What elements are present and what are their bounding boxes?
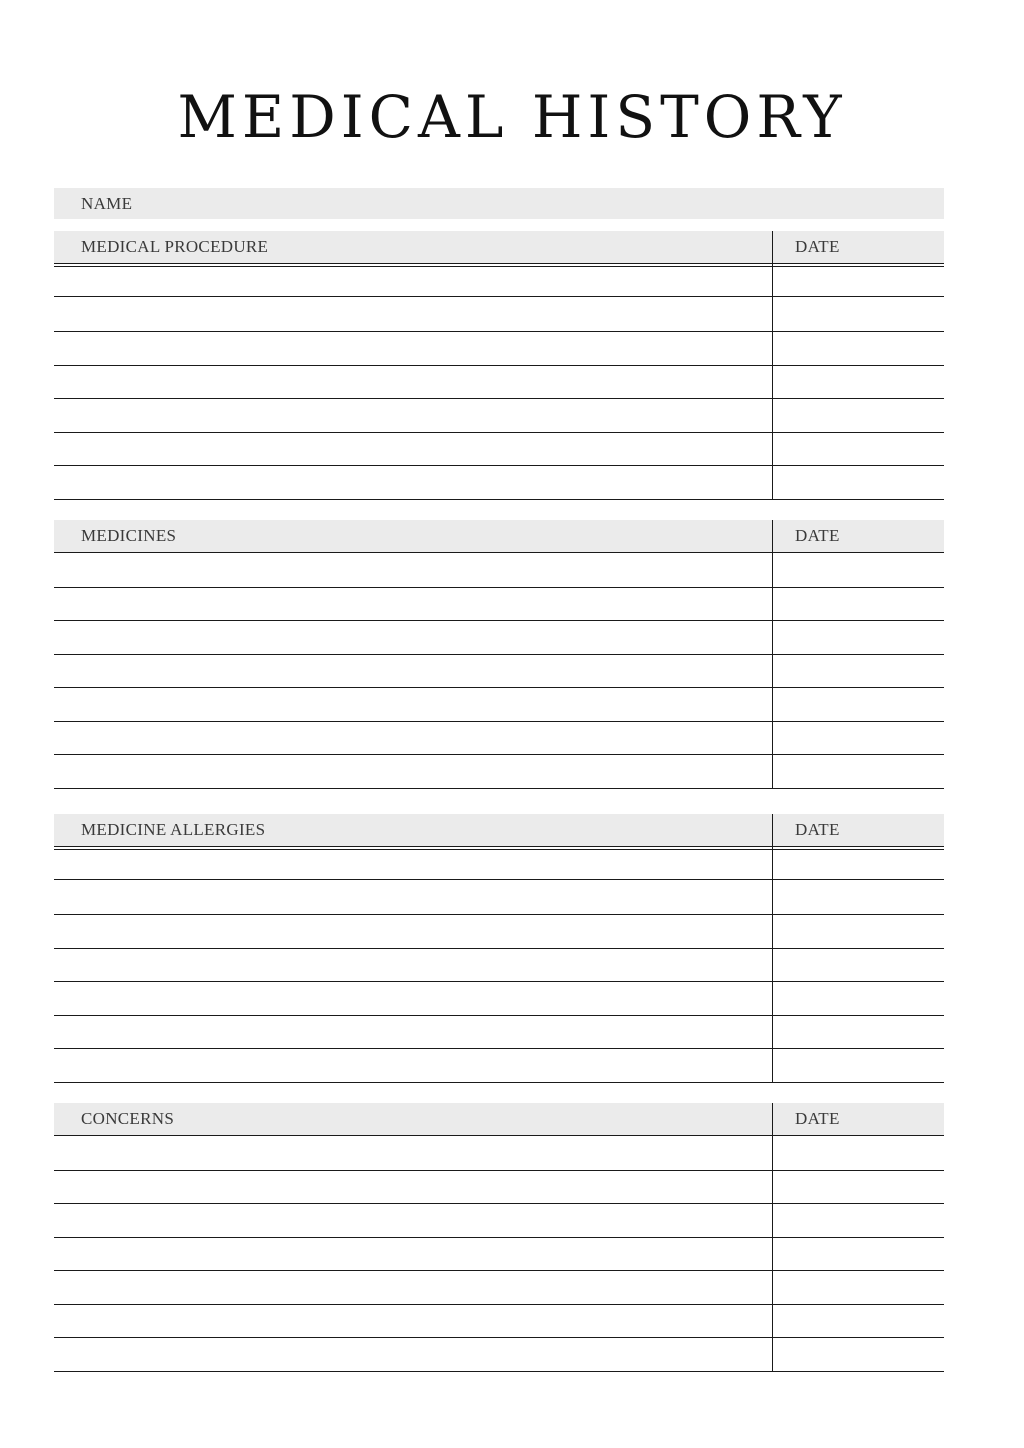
- section-label: CONCERNS: [81, 1109, 175, 1128]
- name-field[interactable]: [54, 188, 944, 219]
- entry-line[interactable]: [54, 398, 944, 399]
- entry-line[interactable]: [54, 1304, 944, 1305]
- date-column-label: DATE: [795, 237, 840, 256]
- entry-line[interactable]: [54, 687, 944, 688]
- entry-line[interactable]: [54, 620, 944, 621]
- entry-line[interactable]: [54, 754, 944, 755]
- section-label: MEDICINES: [81, 526, 177, 545]
- header-rule: [54, 849, 944, 850]
- entry-line[interactable]: [54, 499, 944, 500]
- entry-line[interactable]: [54, 587, 944, 588]
- entry-line[interactable]: [54, 1371, 944, 1372]
- section-concerns: [54, 1103, 944, 1373]
- entry-line[interactable]: [54, 1337, 944, 1338]
- entry-line[interactable]: [54, 879, 944, 880]
- name-label: NAME: [81, 194, 133, 213]
- section-medicine-allergies: [54, 814, 944, 1084]
- page-title: MEDICAL HISTORY: [177, 83, 847, 151]
- entry-line[interactable]: [54, 1237, 944, 1238]
- entry-line[interactable]: [54, 465, 944, 466]
- header-rule: [54, 846, 944, 847]
- section-header: [54, 1103, 944, 1136]
- header-rule: [54, 266, 944, 267]
- entry-line[interactable]: [54, 981, 944, 982]
- entry-line[interactable]: [54, 654, 944, 655]
- entry-line[interactable]: [54, 365, 944, 366]
- entry-line[interactable]: [54, 721, 944, 722]
- entry-line[interactable]: [54, 1015, 944, 1016]
- entry-line[interactable]: [54, 1048, 944, 1049]
- entry-line[interactable]: [54, 296, 944, 297]
- entry-line[interactable]: [54, 914, 944, 915]
- entry-line[interactable]: [54, 788, 944, 789]
- entry-line[interactable]: [54, 948, 944, 949]
- header-rule: [54, 552, 944, 553]
- entry-line[interactable]: [54, 1203, 944, 1204]
- date-column-label: DATE: [795, 1109, 840, 1128]
- date-column-label: DATE: [795, 820, 840, 839]
- section-header: [54, 231, 944, 264]
- entry-line[interactable]: [54, 1170, 944, 1171]
- entry-line[interactable]: [54, 1270, 944, 1271]
- section-header: [54, 520, 944, 553]
- section-label: MEDICINE ALLERGIES: [81, 820, 266, 839]
- header-rule: [54, 1135, 944, 1136]
- header-rule: [54, 263, 944, 264]
- section-medical-procedure: [54, 231, 944, 501]
- entry-line[interactable]: [54, 331, 944, 332]
- entry-line[interactable]: [54, 1082, 944, 1083]
- section-label: MEDICAL PROCEDURE: [81, 237, 269, 256]
- entry-line[interactable]: [54, 432, 944, 433]
- section-header: [54, 814, 944, 847]
- date-column-label: DATE: [795, 526, 840, 545]
- section-medicines: [54, 520, 944, 790]
